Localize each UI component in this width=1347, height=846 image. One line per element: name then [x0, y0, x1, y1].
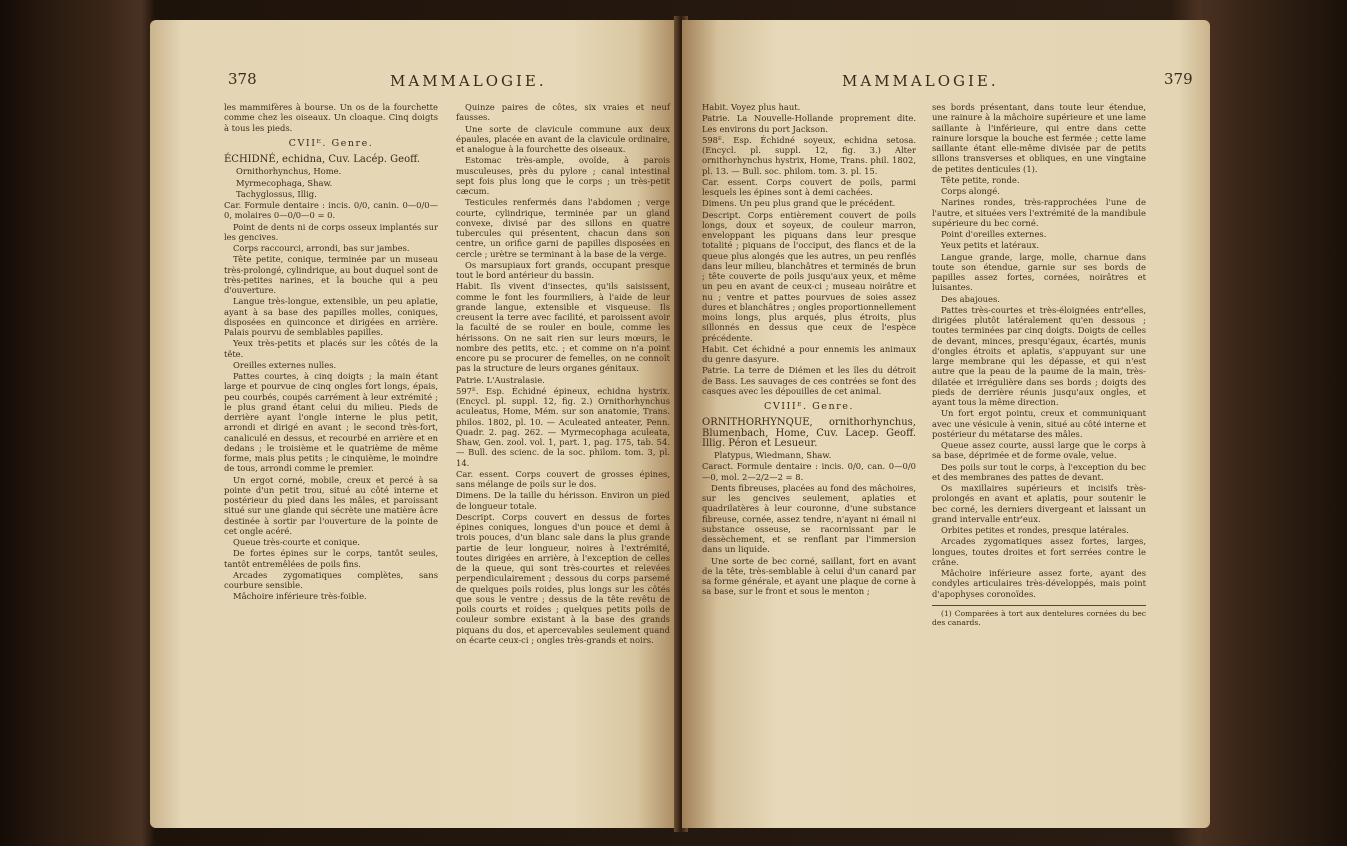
paragraph: Yeux petits et latéraux.	[941, 240, 1039, 251]
paragraph: Car. essent. Corps couvert de grosses épines, sans mélange de poils sur le dos.	[456, 468, 670, 489]
paragraph: Mâchoire inférieure assez forte, ayant des condyles articulaires très-développés, mais point d'apophyses coronoïdes.	[932, 568, 1146, 599]
paragraph: Corps alongé.	[941, 186, 1000, 196]
footnote-rule	[932, 605, 1146, 606]
genus-name: ORNITHORHYNQUE, ornithorhynchus, Blumenbach, Home, Cuv. Lacep. Geoff. Illig. Péron et Lesueur.	[702, 417, 916, 449]
paragraph: De fortes épines sur le corps, tantôt seules, tantôt entremêlées de poils fins.	[224, 548, 438, 569]
paragraph: Os maxillaires supérieurs et incisifs très-prolongés en avant et aplatis, pour soutenir le bec corné, les derniers divergeant et laissant un grand intervalle entr'eux.	[932, 483, 1146, 524]
right-page	[682, 20, 1210, 828]
paragraph: Habit. Voyez plus haut.	[702, 102, 801, 112]
paragraph: Yeux très-petits et placés sur les côtés de la tête.	[224, 338, 438, 359]
paragraph: Un ergot corné, mobile, creux et percé à sa pointe d'un petit trou, situé au côté interne et postérieur du pied dans les mâles, et paroissant situé sur une glande qui sécrète une matière âcre destinée à sortir par l'ouverture de la pointe de cet ongle acéré.	[224, 474, 438, 536]
paragraph: Narines rondes, très-rapprochées l'une de l'autre, et situées vers l'extrémité de la mandibule supérieure du bec corné.	[932, 197, 1146, 228]
synonym: Platypus, Wiedmann, Shaw.	[714, 450, 832, 460]
paragraph: Pattes courtes, à cinq doigts ; la main étant large et pourvue de cinq ongles fort longs, épais, peu courbés, coupés carrément à leur extrémité ; le plus grand étant celui du milieu. Pieds de derrière ayant l'ongle interne le plus petit, arrondi et dirigé en avant ; le second très-fort, canaliculé en dessus, et recourbé en arrière et en dedans ; le troisième et le quatrième de même forme, mais plus petits ; le cinquième, le moindre de tous, arrondi comme le premier.	[224, 371, 438, 474]
page-number: 379	[1164, 70, 1193, 88]
paragraph: Habit. Ils vivent d'insectes, qu'ils saisissent, comme le font les fourmiliers, à l'aide de leur grande langue, extensible et visqueuse. Ils creusent la terre avec facilité, et paroissent avoir la faculté de se rouler en boule, comme les hérissons. On ne sait rien sur leurs mœurs, le nombre des petits, etc. ; et comme on n'a point encore pu se procurer de femelles, on ne connoît pas la structure de leurs organes génitaux.	[456, 281, 670, 374]
text-column-right	[932, 102, 1146, 628]
paragraph: Habit. Cet échidné a pour ennemis les animaux du genre dasyure.	[702, 343, 916, 364]
paragraph: Dimens. Un peu plus grand que le précédent.	[702, 198, 896, 209]
paragraph: Tête petite, ronde.	[941, 174, 1020, 185]
running-header: MAMMALOGIE.	[842, 72, 999, 90]
footnote: (1) Comparées à tort aux dentelures cornées du bec des canards.	[932, 608, 1146, 627]
paragraph: Queue assez courte, aussi large que le corps à sa base, déprimée et de forme ovale, velue.	[932, 440, 1146, 461]
paragraph: Des abajoues.	[941, 293, 1000, 304]
text-column-right	[456, 102, 670, 646]
paragraph: Un fort ergot pointu, creux et communiquant avec une vésicule à venin, situé au côté interne et postérieur du métatarse des mâles.	[932, 408, 1146, 439]
paragraph: Oreilles externes nulles.	[233, 359, 337, 370]
paragraph: Quinze paires de côtes, six vraies et neuf fausses.	[456, 102, 670, 123]
paragraph: Point de dents ni de corps osseux implantés sur les gencives.	[224, 221, 438, 242]
dental-formula: Car. Formule dentaire : incis. 0/0, canin. 0—0/0—0, molaires 0—0/0—0 = 0.	[224, 200, 438, 221]
synonym: Ornithorhynchus, Home.	[236, 166, 342, 177]
paragraph: Queue très-courte et conique.	[233, 537, 360, 547]
text-column-left	[224, 102, 438, 603]
paragraph: Langue très-longue, extensible, un peu aplatie, ayant à sa base des papilles molles, coniques, disposées en quinconce et dirigées en arrière. Palais pourvu de semblables papilles.	[224, 296, 438, 337]
page-number: 378	[228, 70, 257, 88]
paragraph: Arcades zygomatiques assez fortes, larges, longues, toutes droites et fort serrées contre le crâne.	[932, 536, 1146, 567]
species-entry: 598ᴱ. Esp. Échidné soyeux, echidna setosa. (Encycl. pl. suppl. 12, fig. 3.) Alter ornithorhynchus hystrix, Home, Trans. phil. 1802, pl. 13. — Bull. soc. philom. tom. 3. pl. 15.	[702, 134, 916, 176]
paragraph: Estomac très-ample, ovoïde, à parois musculeuses, près du pylore ; canal intestinal sept fois plus long que le corps ; un très-petit cæcum.	[456, 155, 670, 196]
paragraph: Os marsupiaux fort grands, occupant presque tout le bord antérieur du bassin.	[456, 259, 670, 280]
dental-formula: Caract. Formule dentaire : incis. 0/0, can. 0—0/0—0, mol. 2—2/2—2 = 8.	[702, 461, 916, 482]
paragraph: Corps raccourci, arrondi, bas sur jambes.	[233, 243, 410, 253]
paragraph: Testicules renfermés dans l'abdomen ; verge courte, cylindrique, terminée par un gland convexe, divisé par des sillons en quatre tubercules qui présentent, chacun dans son centre, un orifice garni de papilles disposées en cercle ; urètre se terminant à la base de la verge.	[456, 197, 670, 259]
genus-name: ÉCHIDNÉ, echidna, Cuv. Lacép. Geoff.	[224, 154, 421, 165]
genus-heading: CVIIᴱ. Genre.	[288, 137, 374, 149]
paragraph: Mâchoire inférieure très-foible.	[233, 591, 367, 602]
synonym: Myrmecophaga, Shaw.	[236, 177, 333, 188]
synonym: Tachyglossus, Illig.	[236, 188, 317, 199]
paragraph: Dimens. De la taille du hérisson. Environ un pied de longueur totale.	[456, 490, 670, 511]
running-header: MAMMALOGIE.	[390, 72, 547, 90]
species-entry: 597ᴱ. Esp. Échidné épineux, echidna hystrix. (Encycl. pl. suppl. 12, fig. 2.) Ornithorhynchus aculeatus, Home, Mém. sur son anatomie, Trans. philos. 1802, pl. 10. — Aculeated anteater, Penn. Quadr. 2. pag. 262. — Myrmecophaga aculeata, Shaw, Gen. zool. vol. 1, part. 1, pag. 175, tab. 54. — Bull. des scienc. de la soc. philom. tom. 3, pl. 14.	[456, 385, 670, 468]
paragraph: Des poils sur tout le corps, à l'exception du bec et des membranes des pattes de devant.	[932, 461, 1146, 482]
paragraph: Car. essent. Corps couvert de poils, parmi lesquels les épines sont à demi cachées.	[702, 176, 916, 197]
paragraph: Une sorte de bec corné, saillant, fort en avant de la tête, très-semblable à celui d'un canard par sa forme générale, et ayant une plaque de corne à sa base, sur le front et sous le menton ;	[702, 555, 916, 597]
paragraph: Tête petite, conique, terminée par un museau très-prolongé, cylindrique, au bout duquel sont de très-petites narines, et la bouche qui a peu d'ouverture.	[224, 254, 438, 295]
paragraph: Descript. Corps entièrement couvert de poils longs, doux et soyeux, de couleur marron, enveloppant les piquans dans leur presque totalité ; piquans de l'occiput, des flancs et de la queue plus alongés que les autres, un peu renflés dans leur milieu, blanchâtres et terminés de brun ; tête couverte de poils jusqu'aux yeux, et même un peu en avant de ceux-ci ; museau noirâtre et nu ; ventre et pattes pourvues de soies assez dures et blanchâtres ; ongles proportionnellement moins longs, plus arqués, plus étroits, plus sillonnés en dessus que ceux de l'espèce précédente.	[702, 209, 916, 343]
paragraph: Arcades zygomatiques complètes, sans courbure sensible.	[224, 569, 438, 590]
paragraph: Langue grande, large, molle, charnue dans toute son étendue, garnie sur ses bords de papilles assez fortes, cornées, noirâtres et luisantes.	[932, 251, 1146, 293]
paragraph: Une sorte de clavicule commune aux deux épaules, placée en avant de la clavicule ordinaire, et analogue à la fourchette des oiseaux.	[456, 123, 670, 154]
paragraph: Descript. Corps couvert en dessus de fortes épines coniques, longues d'un pouce et demi à trois pouces, d'un blanc sale dans la plus grande partie de leur longueur, noires à l'extrémité, toutes dirigées en arrière, à l'exception de celles de la queue, qui sont très-courtes et relevées perpendiculairement ; dessous du corps parsemé de quelques poils roides, plus longs sur les côtés que sous le ventre ; dessus de la tête revêtu de poils courts et roides ; quelques petits poils de couleur sombre existant à la base des grands piquans du dos, et apercevables seulement quand on écarte ceux-ci ; ongles très-grands et noirs.	[456, 511, 670, 645]
paragraph: Patrie. L'Australasie.	[456, 374, 545, 385]
text-column-left	[702, 102, 916, 598]
paragraph: les mammifères à bourse. Un os de la fourchette comme chez les oiseaux. Un cloaque. Cinq doigts à tous les pieds.	[224, 102, 438, 133]
genus-heading: CVIIIᴱ. Genre.	[764, 401, 854, 412]
paragraph: Pattes très-courtes et très-éloignées entr'elles, dirigées plutôt latéralement qu'en dessous ; toutes terminées par cinq doigts. Doigts de celles de devant, minces, presqu'égaux, écartés, munis d'ongles étroits et aplatis, s'appuyant sur une large membrane qui les dépasse, et qui n'est autre que la peau de la paume de la main, très-dilatée et irrégulière dans ses bords ; doigts des pieds de derrière réunis jusqu'aux ongles, et ayant tous la même direction.	[932, 304, 1146, 407]
paragraph: Orbites petites et rondes, presque latérales.	[941, 525, 1129, 535]
paragraph: ses bords présentant, dans toute leur étendue, une rainure à la mâchoire supérieure et une lame saillante à l'inférieure, qui entre dans cette rainure lorsque la bouche est fermée ; cette lame saillante étant elle-même divisée par de petits sillons transverses et obliques, en une vingtaine de petites denticules (1).	[932, 102, 1146, 174]
paragraph: Point d'oreilles externes.	[941, 229, 1047, 239]
paragraph: Dents fibreuses, placées au fond des mâchoires, sur les gencives seulement, aplaties et quadrilatères à leur couronne, d'une substance fibreuse, cornée, assez tendre, n'ayant ni émail ni substance osseuse, se racornissant par le dessèchement, et se renflant par l'immersion dans un liquide.	[702, 482, 916, 555]
left-page	[150, 20, 678, 828]
paragraph: Patrie. La Nouvelle-Hollande proprement dite. Les environs du port Jackson.	[702, 113, 916, 134]
paragraph: Patrie. La terre de Diémen et les îles du détroit de Bass. Les sauvages de ces contrées se font des casques avec les dépouilles de cet animal.	[702, 365, 916, 396]
